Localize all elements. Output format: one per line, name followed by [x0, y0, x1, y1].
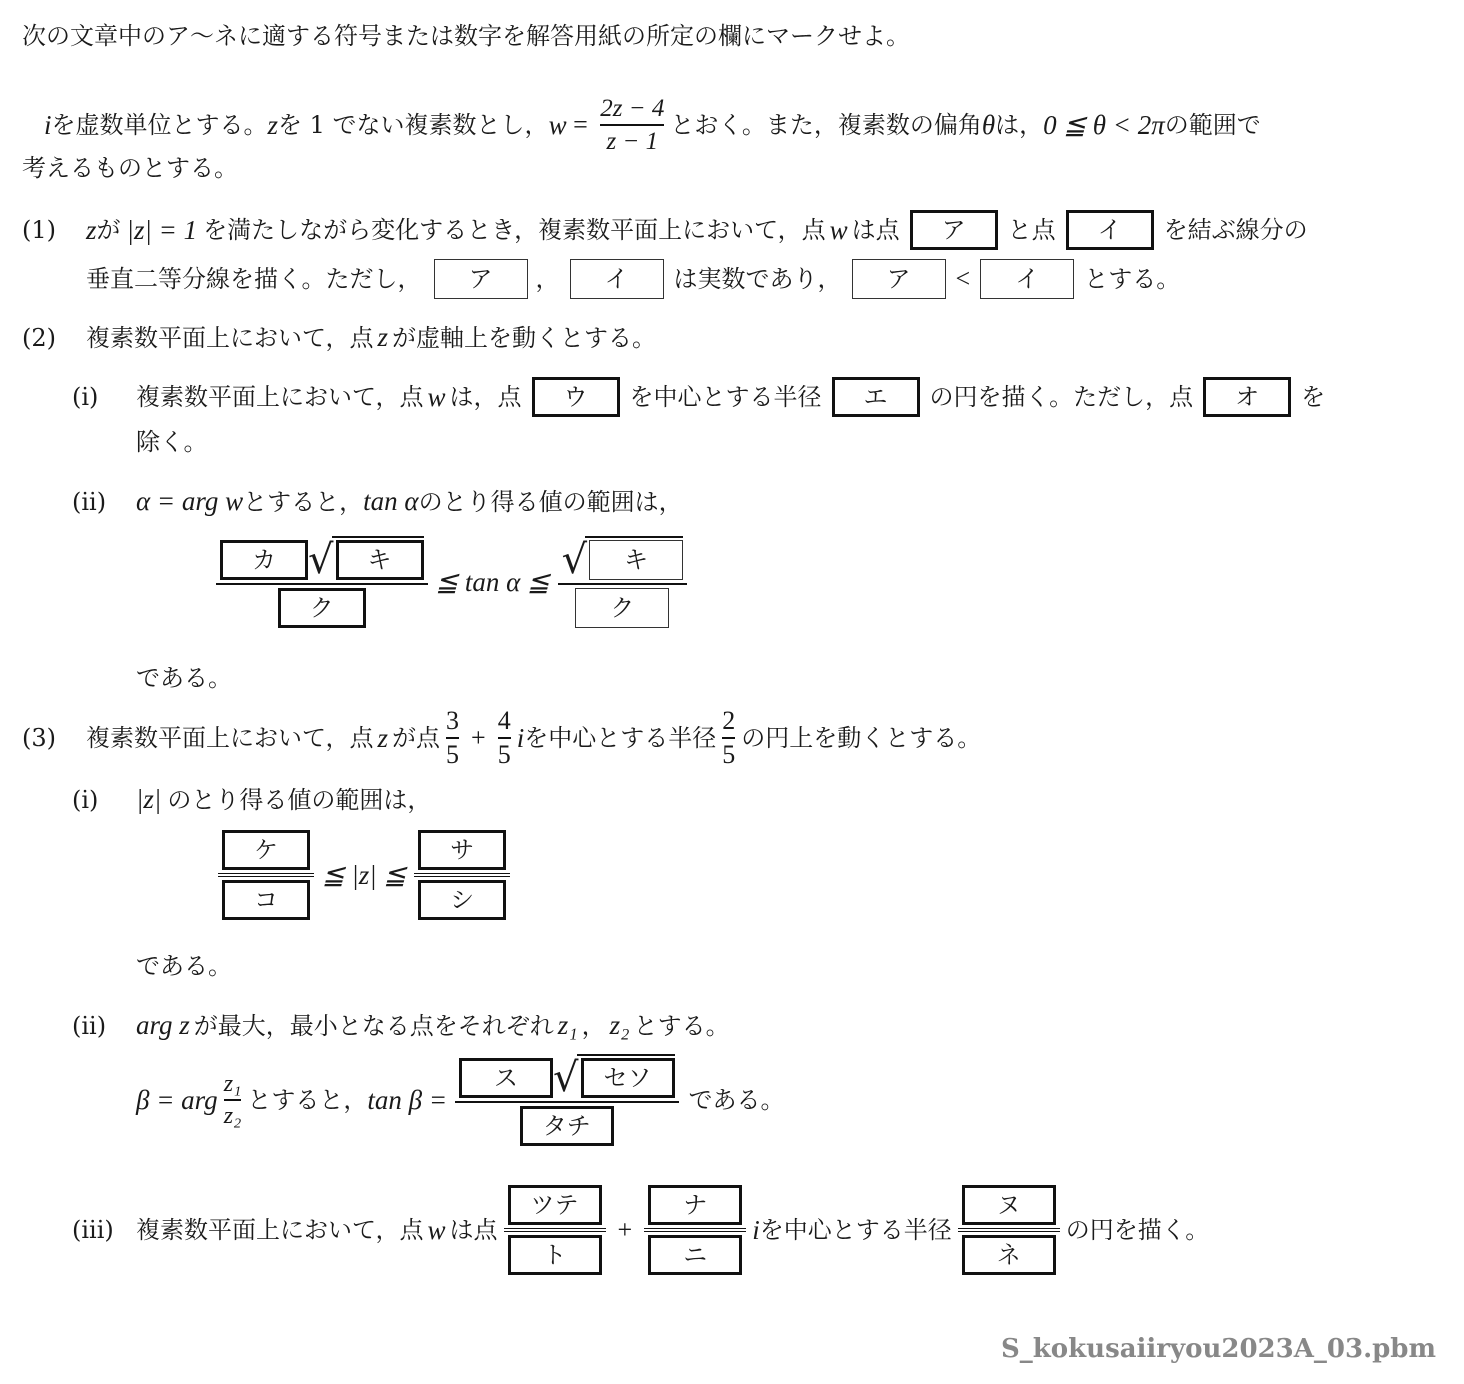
center-imag-box-fraction	[644, 1185, 746, 1275]
answer-box-to: ト	[508, 1235, 602, 1275]
answer-box-su: ス	[459, 1058, 553, 1098]
lower-bound-fraction	[216, 536, 428, 628]
answer-box-nu: ヌ	[962, 1185, 1056, 1225]
radius-fraction	[722, 708, 735, 768]
fraction-bar	[722, 737, 735, 739]
theta-range: 0 ≦ θ < 2π	[1043, 109, 1165, 140]
answer-box-ku: ク	[278, 588, 366, 628]
z2-symbol: z₂	[609, 1010, 630, 1040]
answer-box-ko: コ	[222, 880, 310, 920]
z1-over-z2	[224, 1072, 242, 1128]
answer-box-ke: ケ	[222, 830, 310, 870]
part3-ii-end: である。	[688, 1086, 785, 1114]
part3-iii-text: は点	[449, 1216, 498, 1244]
part3-iii-line	[72, 1176, 1209, 1284]
arg-z: arg z	[136, 1010, 190, 1040]
radius-box-fraction	[958, 1185, 1060, 1275]
fraction-bar	[498, 737, 511, 739]
abs-z-lower-fraction	[218, 830, 314, 920]
intro-text: 次の文章中のア～ネに適する符号または数字を解答用紙の所定の欄にマークせよ。	[22, 22, 910, 50]
answer-box-i-ref: イ	[980, 259, 1074, 299]
setup-line-1	[44, 95, 1261, 155]
part3-text: の円上を動くとする。	[741, 724, 982, 752]
part1-text: は点	[851, 216, 900, 244]
part3-i-text: のとり得る値の範囲は，	[167, 785, 432, 814]
answer-box-ki: キ	[336, 540, 424, 580]
plus-sign: +	[617, 1215, 633, 1244]
numerator: 4	[497, 706, 511, 735]
part2-ii-label: (ii)	[72, 487, 107, 516]
part1-line-1	[22, 208, 1308, 252]
part2-ii-text: とすると，	[243, 487, 364, 516]
answer-box-tsute: ツテ	[508, 1185, 602, 1225]
part2-i-text: 複素数平面上において，点	[136, 383, 424, 411]
w-fraction-denominator: z − 1	[606, 128, 659, 155]
fraction-bar	[446, 737, 459, 739]
radicand	[577, 1054, 675, 1098]
z-symbol: z	[86, 214, 97, 245]
i-symbol: i	[752, 1214, 760, 1245]
answer-box-tachi: タチ	[520, 1106, 614, 1146]
comma: ，	[535, 265, 560, 293]
answer-box-a: ア	[910, 210, 998, 250]
tan-alpha: tan α	[363, 486, 419, 516]
setup-text-3: とおく。また，複素数の偏角	[670, 111, 982, 139]
z-symbol: z	[377, 722, 389, 753]
le-abs-z-le: ≦ |z| ≦	[322, 859, 407, 890]
part1-text: 垂直二等分線を描く。ただし，	[86, 265, 422, 293]
fraction-bar	[600, 124, 664, 126]
i-symbol: i	[44, 109, 52, 140]
answer-box-a-ref: ア	[852, 259, 946, 299]
answer-box-i-ref: イ	[570, 259, 664, 299]
comma: ，	[581, 1011, 606, 1040]
denominator: 5	[722, 740, 736, 769]
part2-i-line-2: 除く。	[136, 428, 208, 456]
part3-text: が点	[392, 724, 441, 752]
tan-alpha-range	[216, 536, 687, 628]
plus-sign: +	[471, 723, 486, 752]
answer-box-na: ナ	[648, 1185, 742, 1225]
w-symbol: w	[427, 1214, 446, 1245]
beta-arg: β = arg	[136, 1084, 218, 1115]
part1-line-2	[86, 258, 1180, 300]
denominator: 5	[497, 740, 511, 769]
w-symbol: w	[829, 214, 848, 245]
z-symbol: z	[267, 109, 279, 140]
less-than: <	[955, 264, 971, 293]
sqrt-symbol	[308, 536, 424, 583]
answer-box-shi: シ	[418, 880, 506, 920]
answer-box-sa: サ	[418, 830, 506, 870]
fraction-bar	[504, 1228, 606, 1232]
part2-text: が虚軸上を動くとする。	[392, 323, 657, 352]
answer-box-seso: セソ	[581, 1058, 675, 1098]
answer-box-ne: ネ	[962, 1235, 1056, 1275]
equals-sign: =	[566, 110, 595, 139]
fraction-bar	[218, 873, 314, 877]
fraction-bar	[414, 873, 510, 877]
center-real-box-fraction	[504, 1185, 606, 1275]
part1-label: (1)	[22, 216, 56, 244]
setup-text-1: を虚数単位とする。	[51, 111, 268, 139]
fraction-bar	[224, 1099, 242, 1101]
part3-iii-text: の円を描く。	[1065, 1216, 1210, 1244]
part3-ii-text: とすると，	[247, 1086, 368, 1114]
setup-line-2: 考えるものとする。	[22, 154, 238, 182]
part1-text: を結ぶ線分の	[1163, 216, 1308, 244]
z-symbol: z	[377, 322, 389, 352]
radicand	[332, 536, 424, 580]
radical-sign: √	[308, 537, 334, 583]
setup-text-5: の範囲で	[1164, 111, 1261, 139]
answer-box-i: イ	[1066, 210, 1154, 250]
part1-text: とする。	[1084, 265, 1181, 293]
part3-iii-text: 複素数平面上において，点	[136, 1216, 424, 1244]
radical-sign: √	[553, 1055, 579, 1101]
part2-i-line-1	[72, 375, 1325, 419]
sqrt-symbol	[558, 536, 688, 583]
part3-ii-line-2	[136, 1044, 785, 1156]
part2-ii-end: である。	[136, 664, 232, 692]
sqrt-symbol	[553, 1054, 675, 1101]
part3-label: (3)	[22, 724, 56, 752]
numerator: 2	[722, 706, 736, 735]
upper-bound-fraction	[558, 536, 688, 628]
w-symbol: w	[427, 381, 446, 412]
answer-box-e: エ	[832, 377, 920, 417]
part1-text: と点	[1007, 216, 1056, 244]
answer-box-ni: ニ	[648, 1235, 742, 1275]
lower-numerator	[216, 536, 428, 583]
part2-ii-text: のとり得る値の範囲は，	[418, 487, 683, 516]
tan-beta-numerator	[455, 1054, 679, 1101]
part1-text: が	[96, 216, 121, 244]
file-label: S_kokusaiiryou2023A_03.pbm	[1001, 1334, 1436, 1364]
part3-i-end: である。	[136, 952, 232, 980]
abs-z-equation: |z| = 1	[126, 214, 198, 245]
answer-box-a-ref: ア	[434, 259, 528, 299]
w-symbol: w	[548, 109, 567, 140]
part2-i-text: を中心とする半径	[629, 383, 822, 411]
w-fraction-numerator: 2z − 4	[600, 95, 665, 122]
part3-iii-text: を中心とする半径	[759, 1216, 952, 1244]
radicand	[585, 536, 683, 580]
part3-iii-label: (iii)	[72, 1216, 114, 1244]
abs-z-upper-fraction	[414, 830, 510, 920]
fraction-bar	[558, 583, 688, 585]
part3-text: 複素数平面上において，点	[86, 724, 374, 752]
theta-symbol: θ	[981, 109, 996, 140]
abs-z: |z|	[136, 784, 162, 814]
part2-text: 複素数平面上において，点	[86, 323, 374, 352]
tan-beta-fraction	[455, 1054, 679, 1146]
w-fraction	[600, 96, 664, 154]
fraction-bar	[455, 1101, 679, 1103]
answer-box-ku-ref: ク	[575, 588, 669, 628]
denominator: z₂	[223, 1103, 242, 1129]
denominator: 5	[446, 740, 460, 769]
part2-label: (2)	[22, 323, 56, 352]
setup-text-4: は，	[995, 111, 1044, 139]
numerator: z₁	[223, 1071, 242, 1097]
part3-i-line	[72, 786, 431, 813]
part2-i-text: を	[1301, 383, 1326, 411]
part1-text: を満たしながら変化するとき，複素数平面上において，点	[203, 216, 826, 244]
part3-ii-text: とする。	[633, 1011, 730, 1040]
alpha-equation: α = arg w	[136, 486, 244, 516]
z1-symbol: z₁	[557, 1010, 578, 1040]
i-symbol: i	[516, 722, 525, 753]
part2-ii-line	[72, 488, 683, 515]
part1-text: は実数であり，	[673, 265, 842, 293]
part3-i-label: (i)	[72, 785, 99, 814]
fraction-bar	[644, 1228, 746, 1232]
numerator: 3	[446, 706, 460, 735]
part3-ii-line-1	[72, 1012, 730, 1039]
part3-ii-text: が最大，最小となる点をそれぞれ	[193, 1011, 554, 1040]
answer-box-u: ウ	[532, 377, 620, 417]
radical-sign: √	[561, 537, 588, 583]
part3-text: を中心とする半径	[524, 724, 717, 752]
part3-line	[22, 706, 982, 769]
center-imag-fraction	[498, 708, 511, 768]
setup-text-2: を 1 でない複素数とし，	[278, 111, 549, 139]
le-tan-alpha-le: ≦ tan α ≦	[435, 566, 550, 597]
part3-ii-label: (ii)	[72, 1011, 107, 1040]
fraction-bar	[958, 1228, 1060, 1232]
answer-box-ki-ref: キ	[589, 540, 683, 580]
answer-box-ka: カ	[220, 540, 308, 580]
fraction-bar	[216, 583, 428, 585]
abs-z-range	[218, 830, 510, 920]
part2-i-text: の円を描く。ただし，点	[929, 383, 1194, 411]
part2-line	[22, 324, 656, 351]
center-real-fraction	[446, 708, 459, 768]
tan-beta: tan β =	[367, 1084, 448, 1115]
part2-i-label: (i)	[72, 383, 99, 411]
part2-i-text: は，点	[449, 383, 522, 411]
answer-box-o: オ	[1203, 377, 1291, 417]
